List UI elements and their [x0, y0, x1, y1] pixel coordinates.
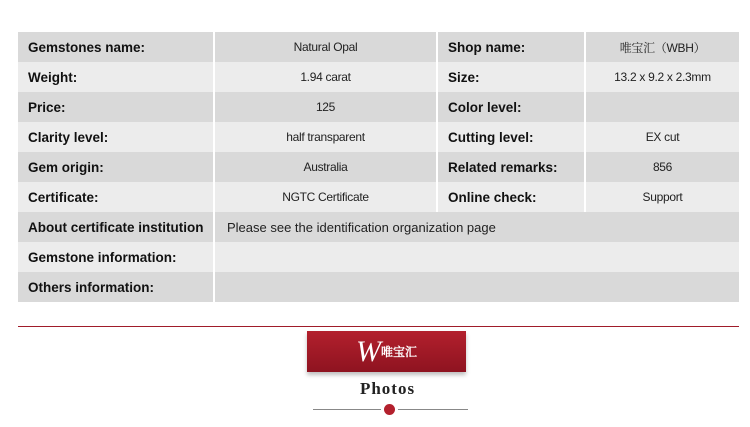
- certificate-label: Certificate:: [18, 182, 215, 212]
- spec-row-others-info: [18, 272, 739, 302]
- logo-w-mark: W: [355, 334, 373, 368]
- certificate-value: NGTC Certificate: [215, 182, 438, 212]
- spec-row-gemstone-info: [18, 242, 739, 272]
- color-level-label: Color level:: [438, 92, 586, 122]
- online-check-label: Online check:: [438, 182, 586, 212]
- gem-spec-table: [18, 32, 739, 302]
- section-divider: [18, 326, 739, 327]
- price-value: 125: [215, 92, 438, 122]
- gem-origin-value: Australia: [215, 152, 438, 182]
- spec-row-origin: [18, 152, 739, 182]
- spec-row-name: [18, 32, 739, 62]
- gem-origin-label: Gem origin:: [18, 152, 215, 182]
- color-level-value: [586, 92, 739, 122]
- cutting-level-value: EX cut: [586, 122, 739, 152]
- spec-row-weight: [18, 62, 739, 92]
- gemstone-information-label: Gemstone information:: [18, 242, 215, 272]
- size-value: 13.2 x 9.2 x 2.3mm: [586, 62, 739, 92]
- weight-value: 1.94 carat: [215, 62, 438, 92]
- ornament-line-left: [313, 409, 381, 410]
- shop-name-label: Shop name:: [438, 32, 586, 62]
- brand-logo: [307, 331, 466, 372]
- photos-heading: Photos: [359, 379, 416, 398]
- gemstone-information-value: [215, 242, 739, 272]
- related-remarks-value: 856: [586, 152, 739, 182]
- others-information-label: Others information:: [18, 272, 215, 302]
- weight-label: Weight:: [18, 62, 215, 92]
- spec-row-institution: [18, 212, 739, 242]
- logo-text: 唯宝汇: [380, 345, 417, 359]
- cutting-level-label: Cutting level:: [438, 122, 586, 152]
- online-check-value: Support: [586, 182, 739, 212]
- ornament-dot: [384, 404, 395, 415]
- spec-row-certificate: [18, 182, 739, 212]
- gemstones-name-label: Gemstones name:: [18, 32, 215, 62]
- size-label: Size:: [438, 62, 586, 92]
- certificate-institution-value: Please see the identification organization page: [215, 212, 739, 242]
- others-information-value: [215, 272, 739, 302]
- gemstones-name-value: Natural Opal: [215, 32, 438, 62]
- certificate-institution-label: About certificate institution: [18, 212, 215, 242]
- clarity-level-value: half transparent: [215, 122, 438, 152]
- price-label: Price:: [18, 92, 215, 122]
- related-remarks-label: Related remarks:: [438, 152, 586, 182]
- spec-row-price: [18, 92, 739, 122]
- shop-name-value: 唯宝汇（WBH）: [586, 32, 739, 62]
- clarity-level-label: Clarity level:: [18, 122, 215, 152]
- spec-row-clarity: [18, 122, 739, 152]
- ornament-line-right: [398, 409, 468, 410]
